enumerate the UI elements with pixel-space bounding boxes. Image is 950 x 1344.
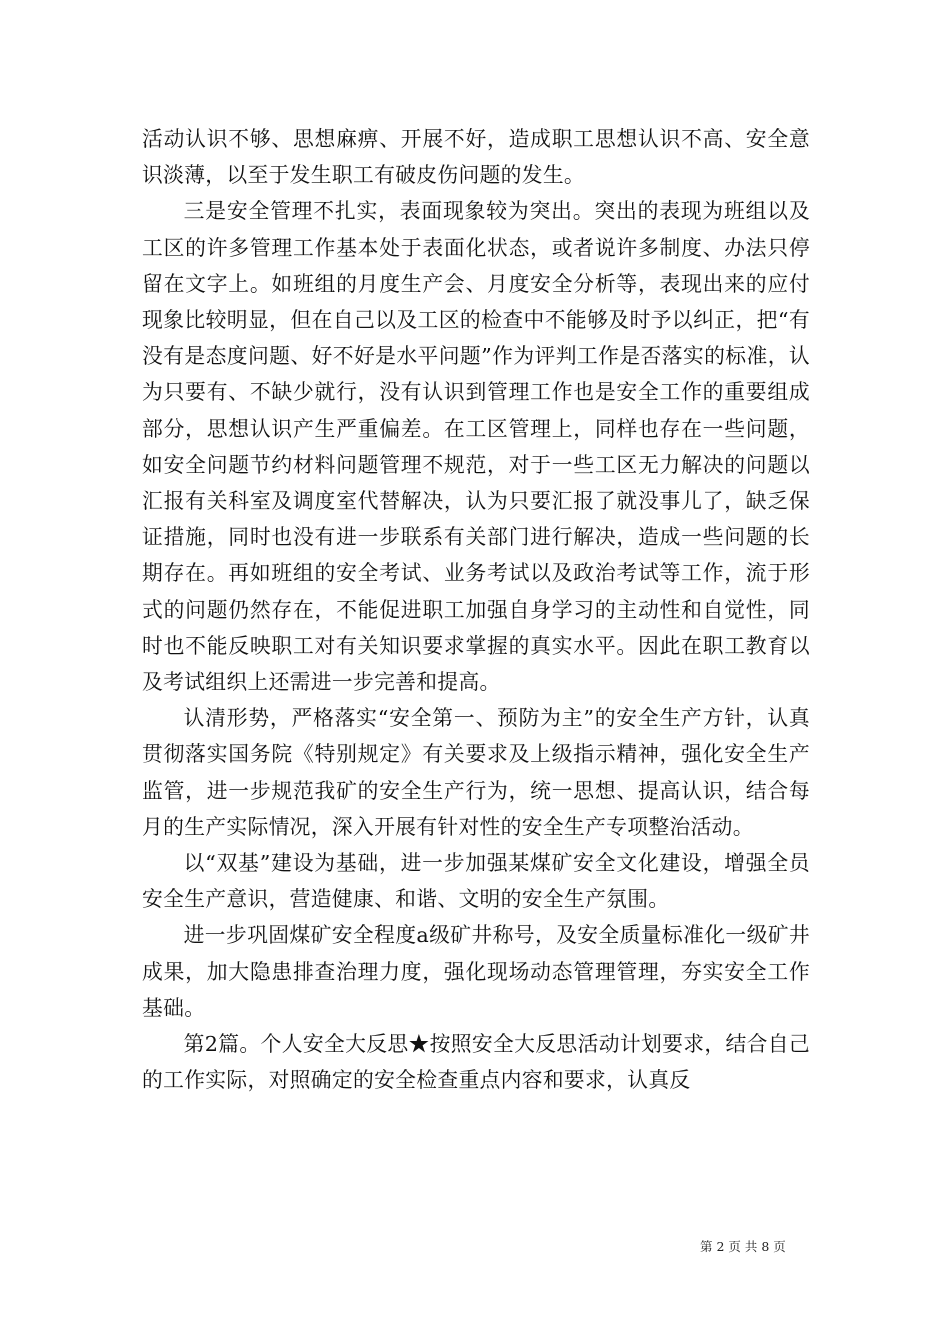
- paragraph-4: 以“双基”建设为基础，进一步加强某煤矿安全文化建设，增强全员安全生产意识，营造健康、和谐、文明的安全生产氛围。: [142, 851, 810, 912]
- paragraph-2: 三是安全管理不扎实，表面现象较为突出。突出的表现为班组以及工区的许多管理工作基本处于表面化状态，或者说许多制度、办法只停留在文字上。如班组的月度生产会、月度安全分析等，表现出来的应付现象比较明显，但在自己以及工区的检查中不能够及时予以纠正，把“有没有是态度问题、好不好是水平问题”作为评判工作是否落实的标准，认为只要有、不缺少就行，没有认识到管理工作也是安全工作的重要组成部分，思想认识产生严重偏差。在工区管理上，同样也存在一些问题，如安全问题节约材料问题管理不规范，对于一些工区无力解决的问题以汇报有关科室及调度室代替解决，认为只要汇报了就没事儿了，缺乏保证措施，同时也没有进一步联系有关部门进行解决，造成一些问题的长期存在。再如班组的安全考试、业务考试以及政治考试等工作，流于形式的问题仍然存在，不能促进职工加强自身学习的主动性和自觉性，同时也不能反映职工对有关知识要求掌握的真实水平。因此在职工教育以及考试组织上还需进一步完善和提高。: [142, 199, 810, 695]
- paragraph-5: 进一步巩固煤矿安全程度a级矿井称号，及安全质量标准化一级矿井成果，加大隐患排查治理力度，强化现场动态管理管理，夯实安全工作基础。: [142, 923, 810, 1020]
- paragraph-6: 第2篇。个人安全大反思★按照安全大反思活动计划要求，结合自己的工作实际，对照确定的安全检查重点内容和要求，认真反: [142, 1032, 810, 1093]
- page-number-footer: 第 2 页 共 8 页: [700, 1239, 786, 1254]
- paragraph-3: 认清形势，严格落实“安全第一、预防为主”的安全生产方针，认真贯彻落实国务院《特别规定》有关要求及上级指示精神，强化安全生产监管，进一步规范我矿的安全生产行为，统一思想、提高认识，结合每月的生产实际情况，深入开展有针对性的安全生产专项整治活动。: [142, 706, 810, 839]
- paragraph-1: 活动认识不够、思想麻痹、开展不好，造成职工思想认识不高、安全意识淡薄，以至于发生职工有破皮伤问题的发生。: [142, 127, 810, 188]
- document-body: [142, 121, 810, 1098]
